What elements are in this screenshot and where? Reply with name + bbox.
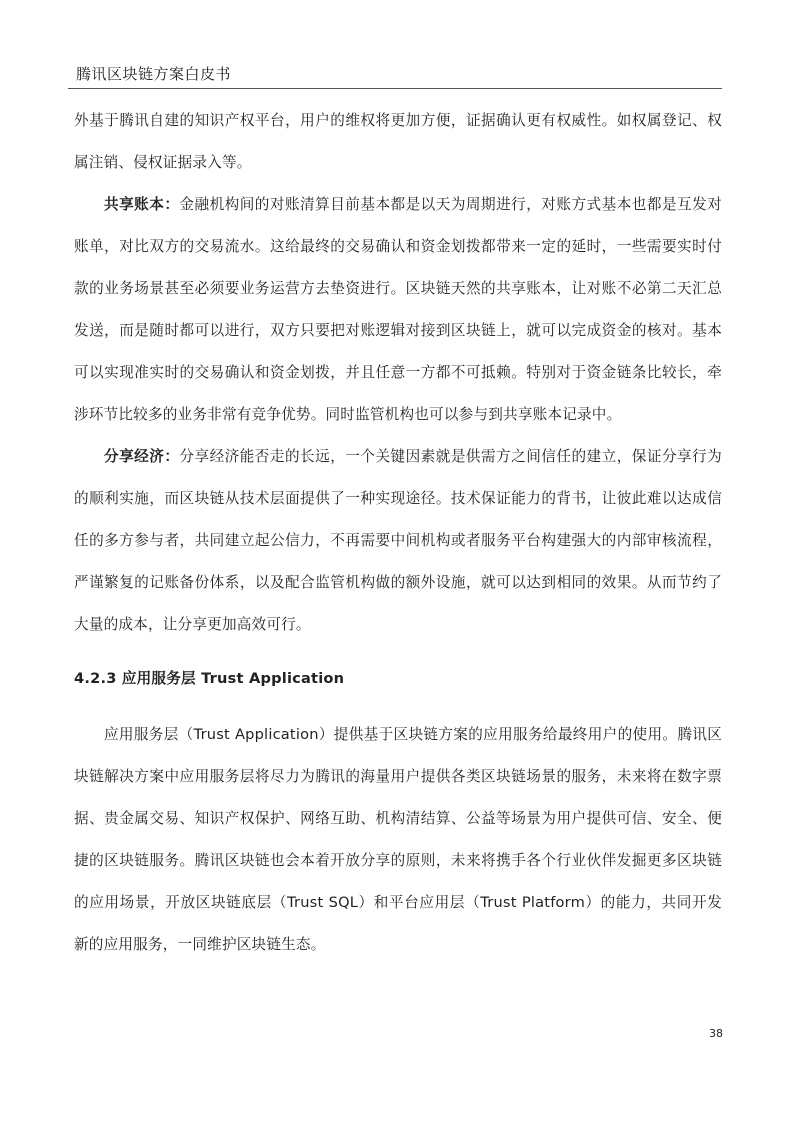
- term-shared-ledger: 共享账本：: [104, 196, 180, 213]
- document-body: [74, 100, 722, 966]
- sharing-economy-text: 分享经济能否走的长远，一个关键因素就是供需方之间信任的建立，保证分享行为的顺利实施，而区块链从技术层面提供了一种实现途径。技术保证能力的背书，让彼此难以达成信任的多方参与者，共同建立起公信力，不再需要中间机构或者服务平台构建强大的内部审核流程，严谨繁复的记账备份体系，以及配合监管机构做的额外设施，就可以达到相同的效果。从而节约了大量的成本，让分享更加高效可行。: [74, 448, 722, 633]
- term-sharing-economy: 分享经济：: [104, 448, 180, 465]
- page-number: 38: [709, 1027, 723, 1040]
- paragraph-shared-ledger: [74, 184, 722, 436]
- shared-ledger-text: 金融机构间的对账清算目前基本都是以天为周期进行，对账方式基本也都是互发对账单，对比双方的交易流水。这给最终的交易确认和资金划拨都带来一定的延时，一些需要实时付款的业务场景甚至必须要业务运营方去垫资进行。区块链天然的共享账本，让对账不必第二天汇总发送，而是随时都可以进行，双方只要把对账逻辑对接到区块链上，就可以完成资金的核对。基本可以实现准实时的交易确认和资金划拨，并且任意一方都不可抵赖。特别对于资金链条比较长，牵涉环节比较多的业务非常有竞争优势。同时监管机构也可以参与到共享账本记录中。: [74, 196, 722, 423]
- paragraph-continued: 外基于腾讯自建的知识产权平台，用户的维权将更加方便，证据确认更有权威性。如权属登记、权属注销、侵权证据录入等。: [74, 112, 722, 171]
- paragraph-application-layer: 应用服务层（Trust Application）提供基于区块链方案的应用服务给最终用户的使用。腾讯区块链解决方案中应用服务层将尽力为腾讯的海量用户提供各类区块链场景的服务，未来将在数字票据、贵金属交易、知识产权保护、网络互助、机构清结算、公益等场景为用户提供可信、安全、便捷的区块链服务。腾讯区块链也会本着开放分享的原则，未来将携手各个行业伙伴发掘更多区块链的应用场景，开放区块链底层（Trust SQL）和平台应用层（Trust Platform）的能力，共同开发新的应用服务，一同维护区块链生态。: [74, 726, 722, 953]
- section-heading: 4.2.3 应用服务层 Trust Application: [74, 670, 345, 687]
- document-running-header: 腾讯区块链方案白皮书: [76, 65, 232, 83]
- paragraph-sharing-economy: [74, 436, 722, 646]
- header-divider: [68, 88, 722, 89]
